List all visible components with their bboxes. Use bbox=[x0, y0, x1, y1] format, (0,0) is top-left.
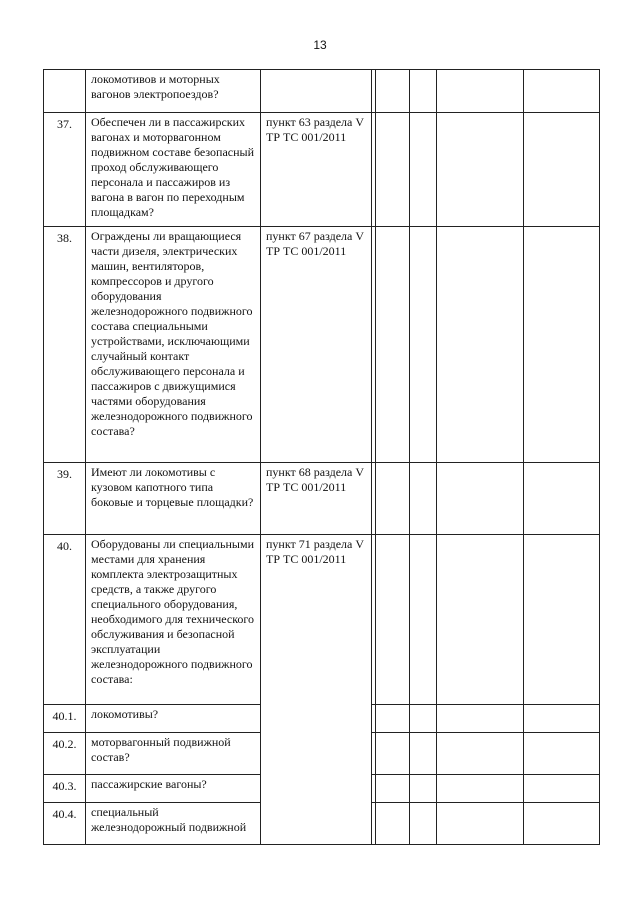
question-cell: локомотивов и моторных вагонов электропоездов? bbox=[86, 70, 261, 113]
row-number bbox=[44, 70, 86, 113]
answer-cell bbox=[524, 733, 600, 775]
row-number: 39. bbox=[44, 463, 86, 535]
answer-cell bbox=[376, 227, 410, 463]
question-cell: локомотивы? bbox=[86, 705, 261, 733]
answer-cell bbox=[524, 803, 600, 845]
row-number: 40.2. bbox=[44, 733, 86, 775]
row-number: 40.3. bbox=[44, 775, 86, 803]
question-cell: моторвагонный подвижной состав? bbox=[86, 733, 261, 775]
answer-cell bbox=[437, 535, 524, 705]
answer-cell bbox=[437, 463, 524, 535]
answer-cell bbox=[437, 113, 524, 227]
question-cell: Ограждены ли вращающиеся части дизеля, электрических машин, вентиляторов, компрессоров и другого оборудования железнодорожного подвижного состава специальными устройствами, исключающими случайный контакт обслуживающего персонала и пассажиров с движущимися частями оборудования железнодорожного подвижного состава? bbox=[86, 227, 261, 463]
answer-cell bbox=[410, 775, 437, 803]
answer-cell bbox=[437, 733, 524, 775]
answer-cell bbox=[376, 113, 410, 227]
answer-cell bbox=[376, 705, 410, 733]
row-number: 40. bbox=[44, 535, 86, 705]
answer-cell bbox=[437, 227, 524, 463]
checklist-table-wrapper bbox=[43, 69, 600, 845]
answer-cell bbox=[410, 113, 437, 227]
answer-cell bbox=[410, 705, 437, 733]
question-cell: пассажирские вагоны? bbox=[86, 775, 261, 803]
answer-cell bbox=[376, 775, 410, 803]
table-row bbox=[44, 70, 600, 113]
table-row bbox=[44, 535, 600, 705]
answer-cell bbox=[376, 733, 410, 775]
row-number: 40.4. bbox=[44, 803, 86, 845]
answer-cell bbox=[410, 733, 437, 775]
answer-cell bbox=[524, 775, 600, 803]
requirement-ref-cell: пункт 67 раздела V ТР ТС 001/2011 bbox=[261, 227, 372, 463]
answer-cell bbox=[524, 113, 600, 227]
answer-cell bbox=[437, 70, 524, 113]
table-row bbox=[44, 113, 600, 227]
answer-cell bbox=[410, 463, 437, 535]
question-cell: Оборудованы ли специальными местами для хранения комплекта электрозащитных средств, а также другого специального оборудования, необходимого для технического обслуживания и безопасной эксплуатации железнодорожного подвижного состава: bbox=[86, 535, 261, 705]
table-row bbox=[44, 463, 600, 535]
answer-cell bbox=[410, 535, 437, 705]
requirement-ref-cell: пункт 71 раздела V ТР ТС 001/2011 bbox=[261, 535, 372, 845]
answer-cell bbox=[376, 70, 410, 113]
page-number: 13 bbox=[313, 38, 327, 52]
answer-cell bbox=[524, 463, 600, 535]
answer-cell bbox=[410, 227, 437, 463]
question-cell: специальный железнодорожный подвижной bbox=[86, 803, 261, 845]
answer-cell bbox=[376, 803, 410, 845]
answer-cell bbox=[524, 227, 600, 463]
requirement-ref-cell: пункт 68 раздела V ТР ТС 001/2011 bbox=[261, 463, 372, 535]
requirement-ref-cell bbox=[261, 70, 372, 113]
answer-cell bbox=[437, 803, 524, 845]
row-number: 38. bbox=[44, 227, 86, 463]
answer-cell bbox=[524, 535, 600, 705]
answer-cell bbox=[410, 803, 437, 845]
answer-cell bbox=[376, 463, 410, 535]
table-row bbox=[44, 227, 600, 463]
question-cell: Обеспечен ли в пассажирских вагонах и моторвагонном подвижном составе безопасный проход обслуживающего персонала и пассажиров из вагона в вагон по переходным площадкам? bbox=[86, 113, 261, 227]
answer-cell bbox=[437, 775, 524, 803]
checklist-table bbox=[43, 69, 600, 845]
question-cell: Имеют ли локомотивы с кузовом капотного типа боковые и торцевые площадки? bbox=[86, 463, 261, 535]
answer-cell bbox=[524, 705, 600, 733]
answer-cell bbox=[524, 70, 600, 113]
answer-cell bbox=[437, 705, 524, 733]
row-number: 37. bbox=[44, 113, 86, 227]
requirement-ref-cell: пункт 63 раздела V ТР ТС 001/2011 bbox=[261, 113, 372, 227]
answer-cell bbox=[410, 70, 437, 113]
row-number: 40.1. bbox=[44, 705, 86, 733]
answer-cell bbox=[376, 535, 410, 705]
